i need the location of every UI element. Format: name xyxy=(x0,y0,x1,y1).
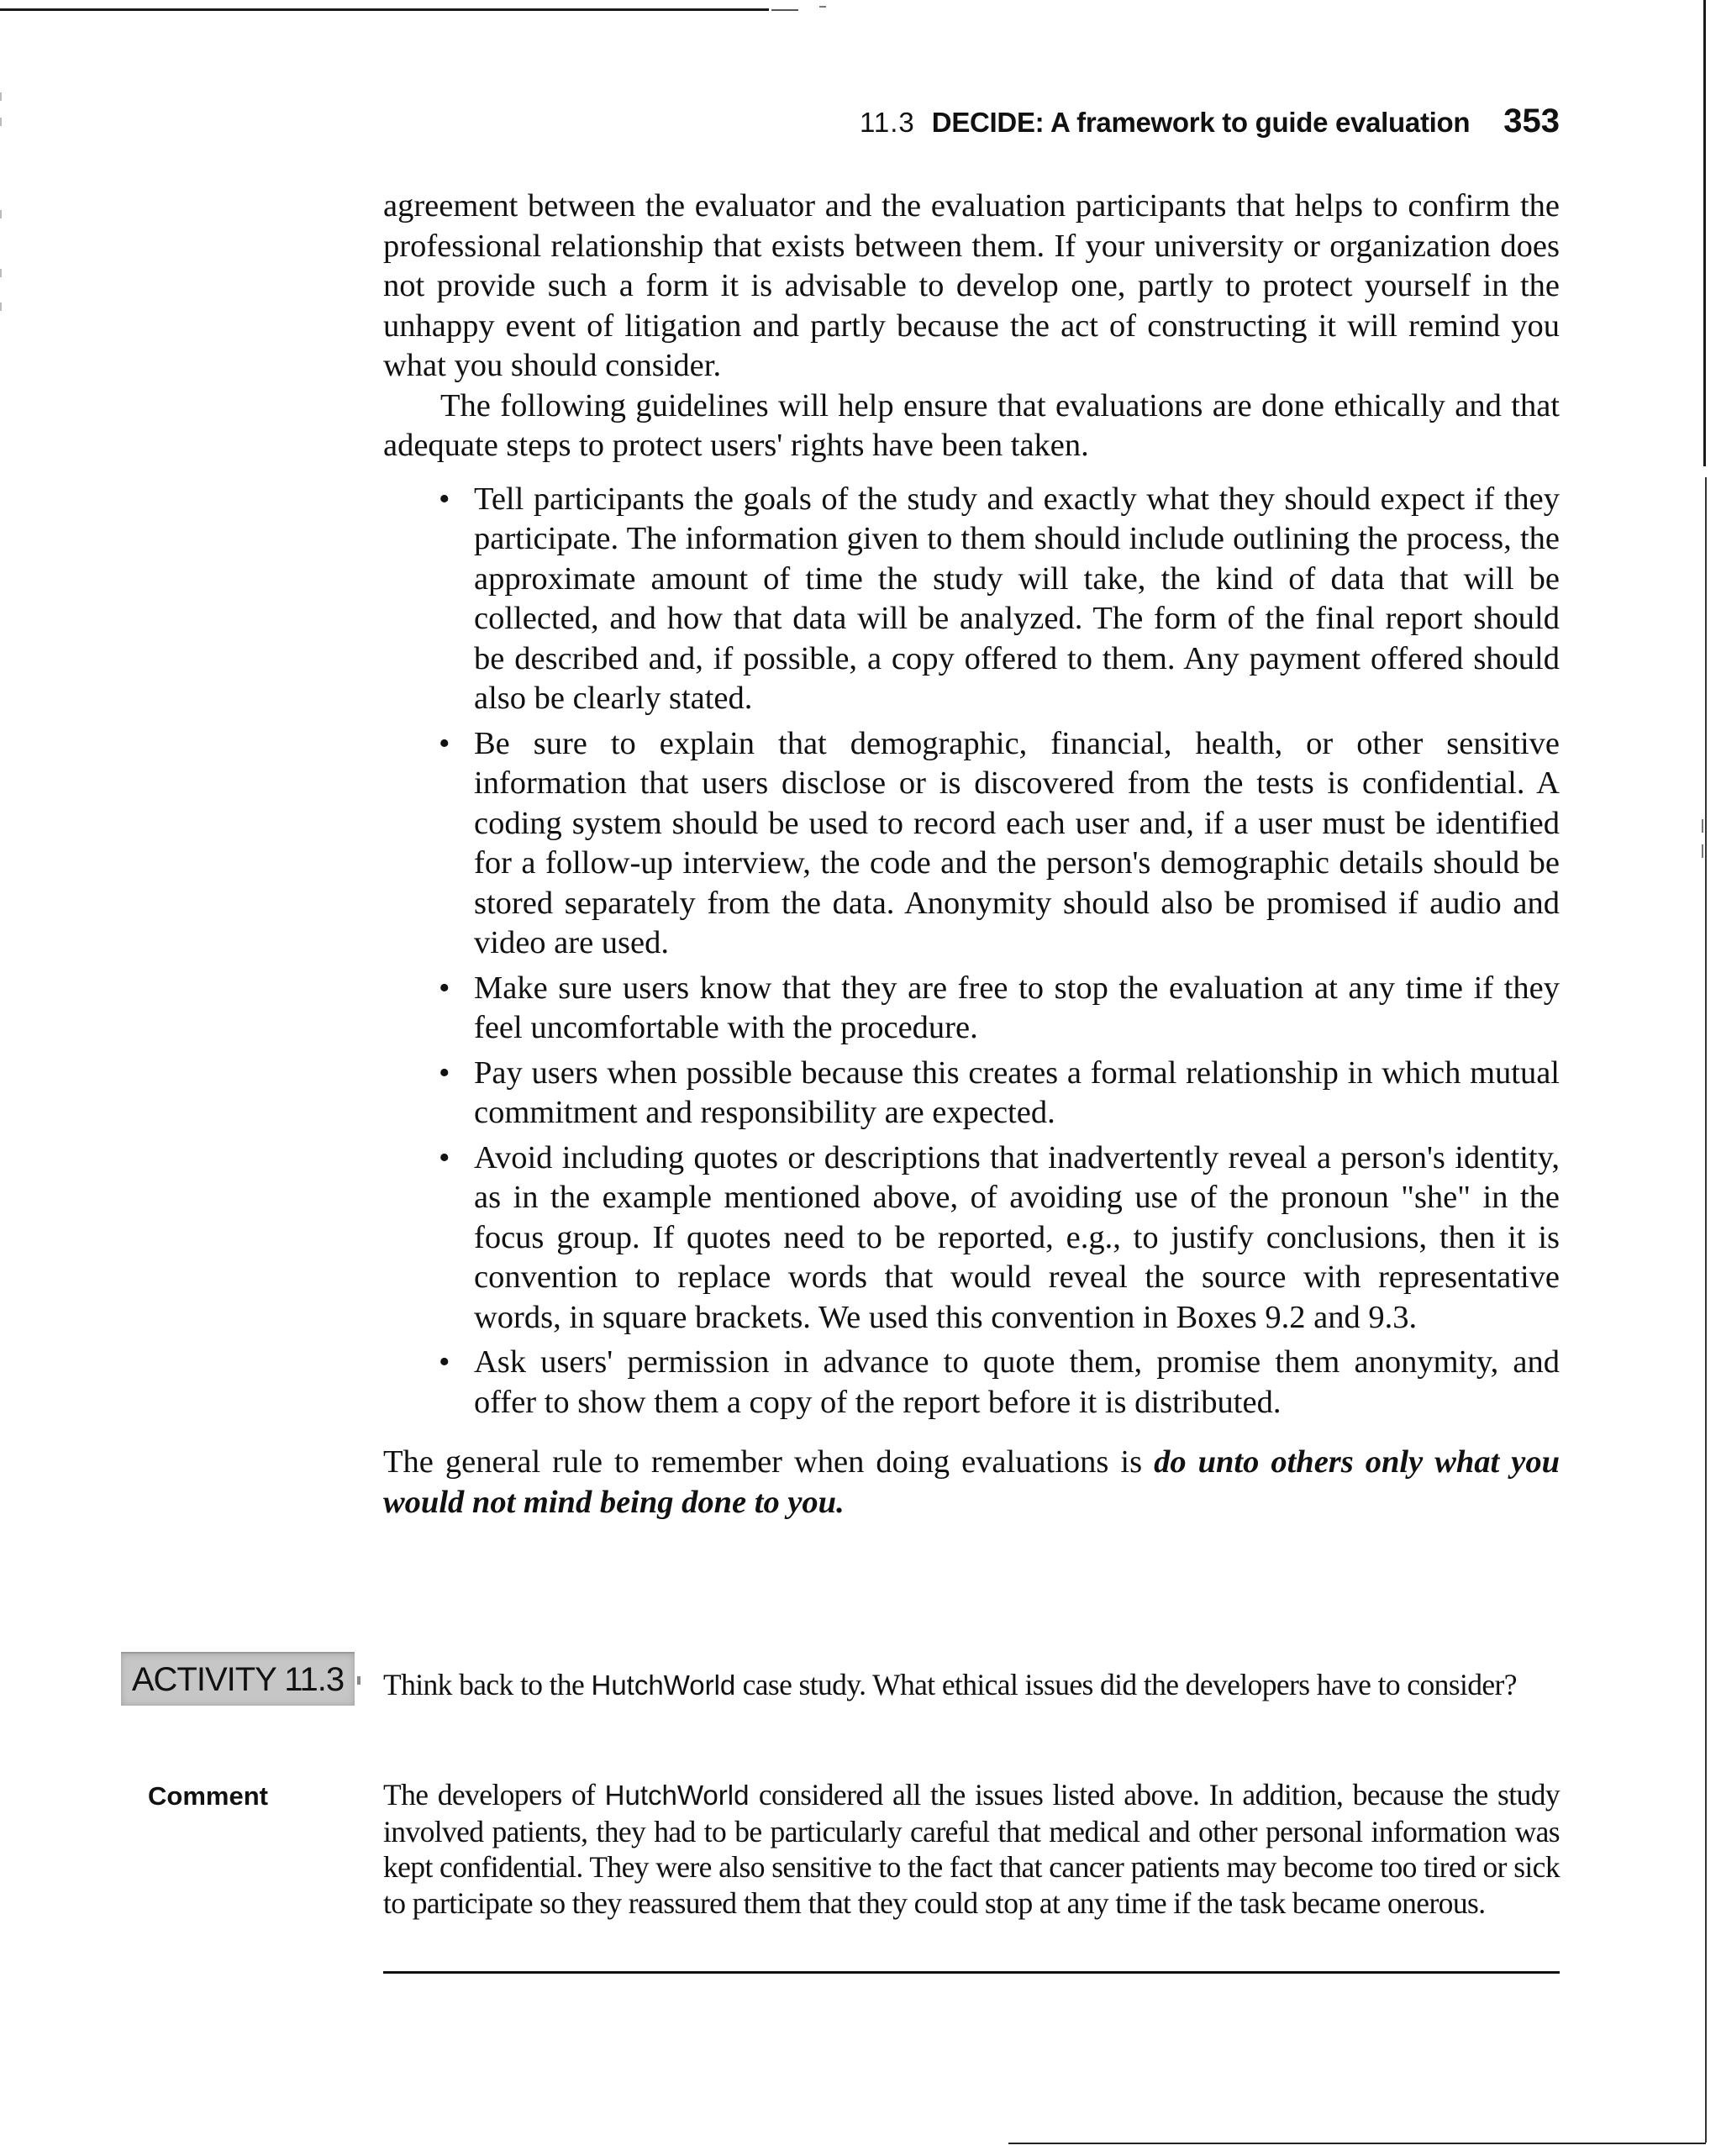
list-item-text: Be sure to explain that demographic, financial, health, or other sensitive information that users disclose or is discovered from the tests is confidential. A coding system should be used to record each user and, if a user must be identified for a follow-up interview, the code and the person's demographic details should be stored separately from the data. Anonymity should also be promised if audio and video are used. xyxy=(474,725,1560,960)
scan-mark xyxy=(357,1676,361,1685)
list-item xyxy=(439,969,1560,1049)
scan-mark xyxy=(0,210,2,218)
paragraph-intro: The following guidelines will help ensure that evaluations are done ethically and that adequate steps to protect users' rights have been taken. xyxy=(383,387,1560,463)
scan-mark xyxy=(0,302,2,311)
comment-label: Comment xyxy=(148,1781,268,1811)
top-rule xyxy=(0,8,769,11)
activity-text-after: case study. What ethical issues did the developers have to consider? xyxy=(735,1668,1517,1701)
list-item xyxy=(439,1343,1560,1422)
case-study-name: HutchWorld xyxy=(591,1670,736,1701)
top-rule-fragment xyxy=(771,9,798,11)
page-number: 353 xyxy=(1503,103,1560,139)
bullet-icon: • xyxy=(439,1344,450,1380)
bullet-icon: • xyxy=(439,970,450,1006)
general-rule-prefix: The general rule to remember when doing evaluations is xyxy=(383,1444,1155,1480)
bullet-icon: • xyxy=(439,481,450,517)
guidelines-list xyxy=(383,480,1560,1423)
right-margin-rule xyxy=(1703,0,1706,466)
list-item xyxy=(439,1138,1560,1338)
main-text xyxy=(383,187,1560,1522)
scan-mark xyxy=(0,92,2,101)
comment-text-before: The developers of xyxy=(383,1778,605,1812)
scan-mark xyxy=(0,118,2,126)
activity-text-before: Think back to the xyxy=(383,1668,592,1701)
general-rule-emphasis: do unto others only what you would not mind being done to you. xyxy=(383,1444,1560,1520)
running-head xyxy=(860,103,1560,140)
general-rule-paragraph xyxy=(383,1443,1560,1522)
list-item-text: Tell participants the goals of the study and exactly what they should expect if they participate. The information given to them should include outlining the process, the approximate amount of time the study will take, the kind of data that will be collected, and how that data will be analyzed. The form of the final report should be described and, if possible, a copy offered to them. Any payment offered should also be clearly stated. xyxy=(474,481,1560,716)
bottom-rule xyxy=(1008,2143,1706,2144)
list-item-text: Ask users' permission in advance to quote them, promise them anonymity, and offer to show them a copy of the report before it is distributed. xyxy=(474,1344,1560,1420)
comment-text xyxy=(383,1777,1560,1921)
bullet-icon: • xyxy=(439,725,450,761)
bullet-icon: • xyxy=(439,1139,450,1175)
list-item-text: Pay users when possible because this creates a formal relationship in which mutual commitment and responsibility are expected. xyxy=(474,1054,1560,1130)
list-item-text: Avoid including quotes or descriptions that inadvertently reveal a person's identity, as in the example mentioned above, of avoiding use of the pronoun "she" in the focus group. If quotes need to be reported, e.g., to justify conclusions, then it is convention to replace words that would reveal the source with representative words, in square brackets. We used this convention in Boxes 9.2 and 9.3. xyxy=(474,1139,1560,1335)
case-study-name: HutchWorld xyxy=(604,1780,750,1811)
list-item xyxy=(439,724,1560,964)
scan-mark xyxy=(0,269,2,277)
top-rule-fragment xyxy=(819,6,826,8)
section-number: 11.3 xyxy=(860,107,915,138)
activity-label: ACTIVITY 11.3 xyxy=(121,1652,355,1706)
list-item xyxy=(439,480,1560,719)
paragraph-continuation: agreement between the evaluator and the evaluation participants that helps to confirm the professional relationship that exists between them. If your university or organization does not provide such a form it is advisable to develop one, partly to protect yourself in the unhappy event of litigation and partly because the act of constructing it will remind you what you should consider. xyxy=(383,188,1560,383)
comment-text-after: considered all the issues listed above. In addition, because the study involved patients, they had to be particularly careful that medical and other personal information was kept confidential. They were also sensitive to the fact that cancer patients may become too tired or sick to participate so they reassured them that they could stop at any time if the task became onerous. xyxy=(383,1778,1560,1920)
right-margin-rule xyxy=(1705,477,1707,2143)
activity-text xyxy=(383,1667,1560,1704)
list-item xyxy=(439,1054,1560,1133)
section-title: DECIDE: A framework to guide evaluation xyxy=(931,107,1471,138)
list-item-text: Make sure users know that they are free to stop the evaluation at any time if they feel uncomfortable with the procedure. xyxy=(474,970,1560,1045)
comment-end-rule xyxy=(383,1971,1560,1974)
scan-mark xyxy=(1702,844,1703,858)
scan-mark xyxy=(1702,819,1703,833)
bullet-icon: • xyxy=(439,1054,450,1091)
